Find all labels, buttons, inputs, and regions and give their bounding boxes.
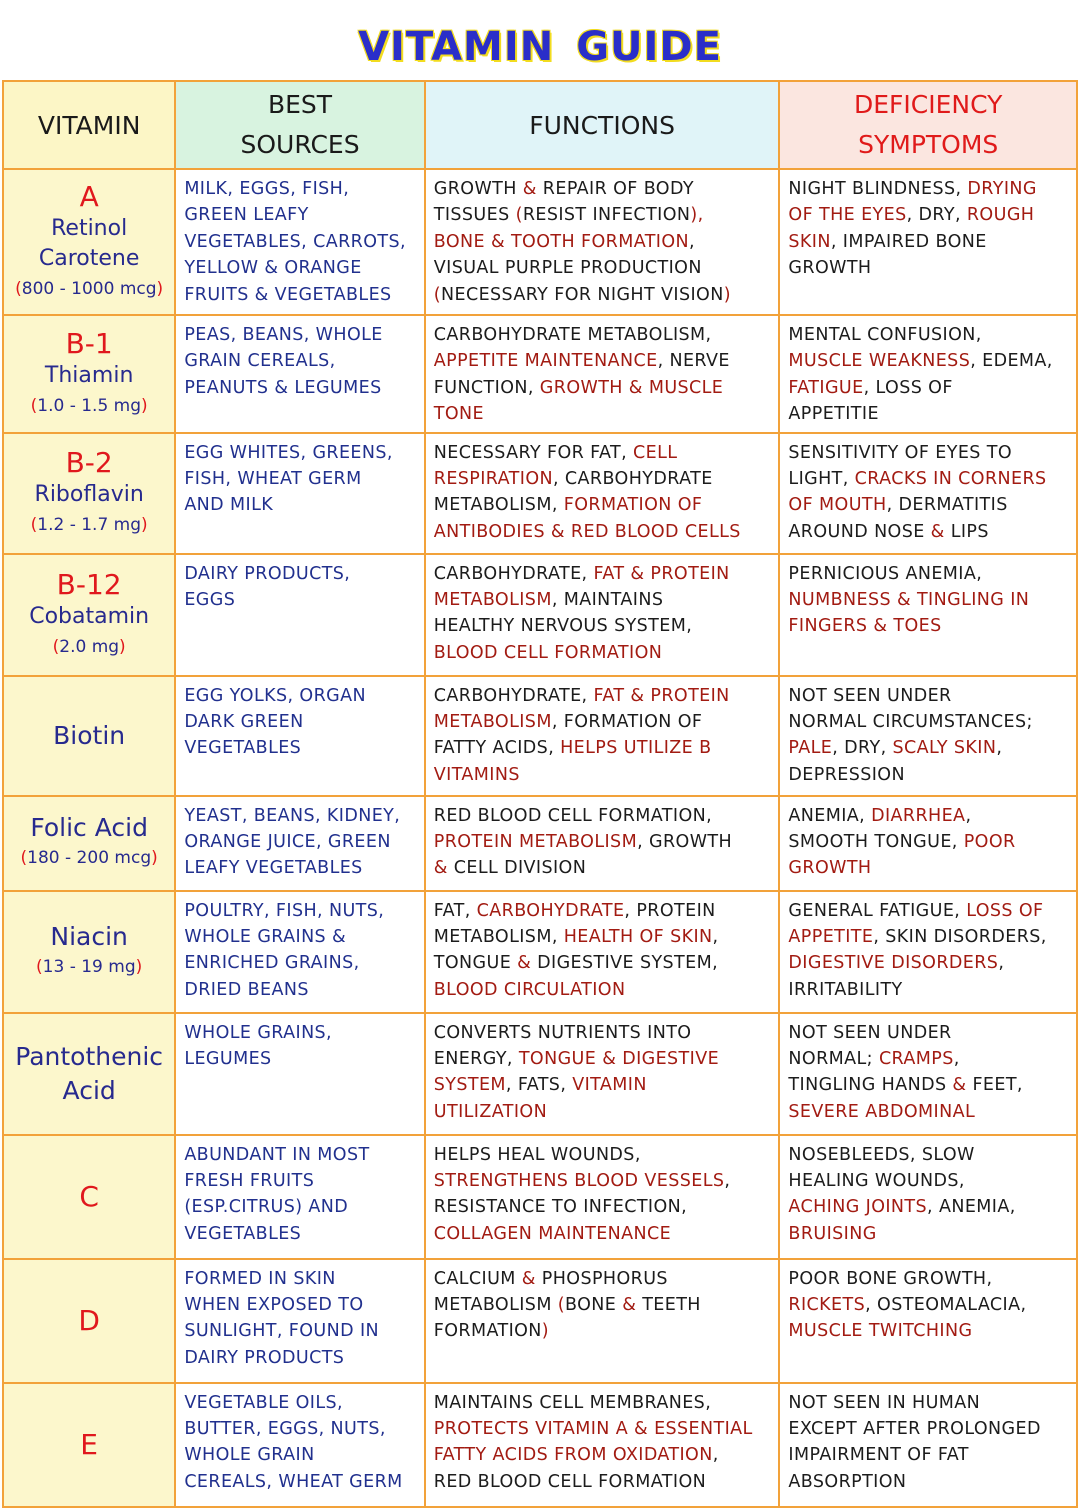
vitamin-dose: (1.2 - 1.7 mg) [30, 515, 148, 536]
table-row [3, 315, 1077, 433]
best-sources-cell: EGG WHITES, GREENS, FISH, WHEAT GERM AND MILK [175, 433, 424, 554]
vitamin-name: Folic Acid [30, 813, 148, 843]
vitamin-letter: B-2 [65, 446, 113, 480]
vitamin-name: Carotene [38, 246, 140, 271]
vitamin-name: Niacin [50, 921, 128, 951]
deficiency-symptoms-cell: NOT SEEN UNDER NORMAL CIRCUMSTANCES; PALE, DRY, SCALY SKIN, DEPRESSION [779, 676, 1077, 796]
deficiency-symptoms-cell: GENERAL FATIGUE, LOSS OF APPETITE, SKIN DISORDERS, DIGESTIVE DISORDERS, IRRITABILITY [779, 891, 1077, 1013]
header-deficiency-symptoms: DEFICIENCY SYMPTOMS [779, 81, 1077, 169]
best-sources-cell: FORMED IN SKIN WHEN EXPOSED TO SUNLIGHT, FOUND IN DAIRY PRODUCTS [175, 1259, 424, 1383]
header-vitamin: VITAMIN [3, 81, 175, 169]
functions-cell: CARBOHYDRATE METABOLISM, APPETITE MAINTENANCE, NERVE FUNCTION, GROWTH & MUSCLE TONE [425, 315, 780, 433]
vitamin-dose: (180 - 200 mcg) [20, 848, 158, 869]
deficiency-symptoms-cell: NOT SEEN IN HUMAN EXCEPT AFTER PROLONGED IMPAIRMENT OF FAT ABSORPTION [779, 1383, 1077, 1507]
table-row [3, 433, 1077, 554]
best-sources-cell: PEAS, BEANS, WHOLE GRAIN CEREALS, PEANUTS & LEGUMES [175, 315, 424, 433]
functions-cell: CALCIUM & PHOSPHORUS METABOLISM (BONE & TEETH FORMATION) [425, 1259, 780, 1383]
header-row [3, 81, 1077, 169]
vitamin-name: Pantothenic [15, 1041, 164, 1071]
table-row [3, 554, 1077, 676]
vitamin-name: Riboflavin [34, 482, 144, 508]
title-word-1: VITAMIN [358, 24, 555, 70]
vitamin-cell [3, 169, 175, 315]
vitamin-name: Retinol [51, 216, 128, 241]
vitamin-cell [3, 1135, 175, 1259]
vitamin-dose: (800 - 1000 mcg) [15, 279, 164, 299]
vitamin-cell [3, 891, 175, 1013]
vitamin-name: Cobatamin [29, 603, 150, 629]
deficiency-symptoms-cell: SENSITIVITY OF EYES TO LIGHT, CRACKS IN CORNERS OF MOUTH, DERMATITIS AROUND NOSE & LIPS [779, 433, 1077, 554]
vitamin-dose: (13 - 19 mg) [36, 956, 143, 977]
table-row [3, 1383, 1077, 1507]
deficiency-symptoms-cell: NOT SEEN UNDER NORMAL; CRAMPS, TINGLING HANDS & FEET, SEVERE ABDOMINAL [779, 1013, 1077, 1135]
deficiency-symptoms-cell: POOR BONE GROWTH, RICKETS, OSTEOMALACIA, MUSCLE TWITCHING [779, 1259, 1077, 1383]
best-sources-cell: VEGETABLE OILS, BUTTER, EGGS, NUTS, WHOLE GRAIN CEREALS, WHEAT GERM [175, 1383, 424, 1507]
vitamin-name: Acid [62, 1075, 116, 1105]
vitamin-letter: E [80, 1427, 98, 1461]
vitamin-letter: B-1 [65, 326, 113, 360]
functions-cell: RED BLOOD CELL FORMATION, PROTEIN METABOLISM, GROWTH & CELL DIVISION [425, 796, 780, 891]
vitamin-cell [3, 1259, 175, 1383]
page-title [0, 24, 1080, 76]
vitamin-cell [3, 554, 175, 676]
best-sources-cell: YEAST, BEANS, KIDNEY, ORANGE JUICE, GREEN LEAFY VEGETABLES [175, 796, 424, 891]
functions-cell: FAT, CARBOHYDRATE, PROTEIN METABOLISM, HEALTH OF SKIN, TONGUE & DIGESTIVE SYSTEM, BLOOD CIRCULATION [425, 891, 780, 1013]
functions-cell: MAINTAINS CELL MEMBRANES, PROTECTS VITAMIN A & ESSENTIAL FATTY ACIDS FROM OXIDATION, RED BLOOD CELL FORMATION [425, 1383, 780, 1507]
best-sources-cell: POULTRY, FISH, NUTS, WHOLE GRAINS & ENRICHED GRAINS, DRIED BEANS [175, 891, 424, 1013]
title-word-2: GUIDE [576, 24, 722, 70]
table-row [3, 796, 1077, 891]
vitamin-letter: C [79, 1179, 99, 1213]
table-row [3, 1013, 1077, 1135]
functions-cell: CONVERTS NUTRIENTS INTO ENERGY, TONGUE & DIGESTIVE SYSTEM, FATS, VITAMIN UTILIZATION [425, 1013, 780, 1135]
vitamin-dose: (2.0 mg) [52, 636, 126, 657]
header-functions: FUNCTIONS [425, 81, 780, 169]
best-sources-cell: MILK, EGGS, FISH, GREEN LEAFY VEGETABLES, CARROTS, YELLOW & ORANGE FRUITS & VEGETABLES [175, 169, 424, 315]
deficiency-symptoms-cell: MENTAL CONFUSION, MUSCLE WEAKNESS, EDEMA, FATIGUE, LOSS OF APPETITIE [779, 315, 1077, 433]
best-sources-cell: DAIRY PRODUCTS, EGGS [175, 554, 424, 676]
deficiency-symptoms-cell: NOSEBLEEDS, SLOW HEALING WOUNDS, ACHING JOINTS, ANEMIA, BRUISING [779, 1135, 1077, 1259]
vitamin-name: Biotin [53, 720, 126, 750]
best-sources-cell: WHOLE GRAINS, LEGUMES [175, 1013, 424, 1135]
vitamin-cell [3, 1383, 175, 1507]
deficiency-symptoms-cell: NIGHT BLINDNESS, DRYING OF THE EYES, DRY, ROUGH SKIN, IMPAIRED BONE GROWTH [779, 169, 1077, 315]
vitamin-dose: (1.0 - 1.5 mg) [30, 395, 148, 416]
vitamin-cell [3, 433, 175, 554]
functions-cell: CARBOHYDRATE, FAT & PROTEIN METABOLISM, MAINTAINS HEALTHY NERVOUS SYSTEM, BLOOD CELL FORMATION [425, 554, 780, 676]
best-sources-cell: EGG YOLKS, ORGAN DARK GREEN VEGETABLES [175, 676, 424, 796]
vitamin-cell [3, 315, 175, 433]
vitamin-table [2, 80, 1078, 1508]
deficiency-symptoms-cell: ANEMIA, DIARRHEA, SMOOTH TONGUE, POOR GROWTH [779, 796, 1077, 891]
vitamin-name: Thiamin [44, 362, 134, 388]
table-row [3, 169, 1077, 315]
table-row [3, 1135, 1077, 1259]
vitamin-cell [3, 796, 175, 891]
table-row [3, 1259, 1077, 1383]
vitamin-cell [3, 676, 175, 796]
deficiency-symptoms-cell: PERNICIOUS ANEMIA, NUMBNESS & TINGLING IN FINGERS & TOES [779, 554, 1077, 676]
functions-cell: CARBOHYDRATE, FAT & PROTEIN METABOLISM, FORMATION OF FATTY ACIDS, HELPS UTILIZE B VITAMINS [425, 676, 780, 796]
table-row [3, 891, 1077, 1013]
header-best-sources: BEST SOURCES [175, 81, 424, 169]
vitamin-letter: D [78, 1303, 100, 1337]
vitamin-letter: B-12 [56, 567, 122, 601]
vitamin-letter: A [79, 180, 99, 213]
table-row [3, 676, 1077, 796]
best-sources-cell: ABUNDANT IN MOST FRESH FRUITS (ESP.CITRUS) AND VEGETABLES [175, 1135, 424, 1259]
vitamin-cell [3, 1013, 175, 1135]
functions-cell: HELPS HEAL WOUNDS, STRENGTHENS BLOOD VESSELS, RESISTANCE TO INFECTION, COLLAGEN MAINTENANCE [425, 1135, 780, 1259]
functions-cell: GROWTH & REPAIR OF BODY TISSUES (RESIST INFECTION), BONE & TOOTH FORMATION, VISUAL PURPLE PRODUCTION (NECESSARY FOR NIGHT VISION) [425, 169, 780, 315]
functions-cell: NECESSARY FOR FAT, CELL RESPIRATION, CARBOHYDRATE METABOLISM, FORMATION OF ANTIBODIES & RED BLOOD CELLS [425, 433, 780, 554]
